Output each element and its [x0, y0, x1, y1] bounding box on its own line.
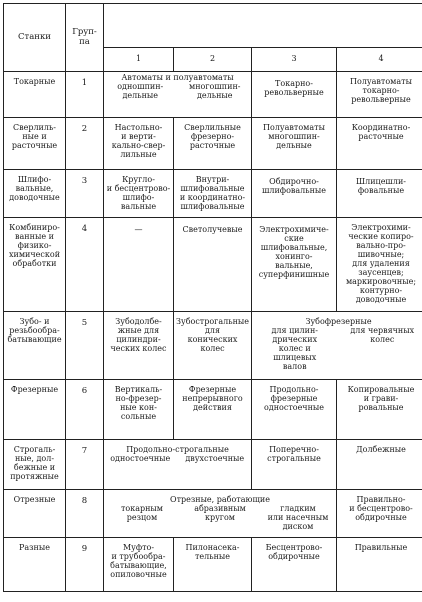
cell-span-title: Зубофрезерные	[305, 317, 372, 326]
cell-type-4: Копировальные и грави- ровальные	[337, 380, 422, 440]
cell-sub-b: многошпин- дельные	[188, 81, 241, 100]
table-row	[4, 312, 422, 380]
group-number: 7	[66, 440, 104, 490]
table-row	[4, 72, 422, 118]
machine-name: Отрезные	[4, 490, 66, 538]
cell-sub-b: для червячных колес	[350, 325, 415, 344]
cell-sub-a: токарным резцом	[120, 503, 164, 522]
machine-name: Токарные	[4, 72, 66, 118]
header-types-span	[104, 4, 422, 48]
cell-span-title: Продольно-строгальные	[126, 445, 229, 454]
machine-name: Фрезерные	[4, 380, 66, 440]
table-row	[4, 440, 422, 490]
cell-type-4: Электрохими- ческие копиро- вально-про- шивочные; для удаления заусенцев; маркировочные; контурно- доводочные	[337, 218, 422, 312]
cell-sub-a: одностоечные	[110, 453, 171, 463]
cell-type-1: Кругло- и бесцентрово- шлифо- вальные	[104, 170, 174, 218]
header-type-3: 3	[252, 48, 337, 72]
machine-name: Сверлиль- ные и расточные	[4, 118, 66, 170]
cell-span-title: Отрезные, работающие	[170, 495, 270, 504]
group-number: 8	[66, 490, 104, 538]
cell-sub-b: двухстоечные	[185, 453, 245, 463]
cell-type-3: Продольно- фрезерные одностоечные	[252, 380, 337, 440]
cell-type-1: Вертикаль- но-фрезер- ные кон- сольные	[104, 380, 174, 440]
group-number: 9	[66, 538, 104, 592]
cell-type-1: Зубодолбе- жные для цилиндри- ческих колес	[104, 312, 174, 380]
cell-type-2: Зубострогальные для конических колес	[174, 312, 252, 380]
table-row	[4, 118, 422, 170]
header-type-2: 2	[174, 48, 252, 72]
group-number: 4	[66, 218, 104, 312]
cell-type-2: Сверлильные фрезерно- расточные	[174, 118, 252, 170]
machine-classification-table	[3, 3, 422, 599]
cell-span-title: Автоматы и полуавтоматы	[121, 73, 234, 82]
cell-type-3: Обдирочно- шлифовальные	[252, 170, 337, 218]
group-number: 3	[66, 170, 104, 218]
group-number: 5	[66, 312, 104, 380]
header-machines: Станки	[4, 4, 66, 72]
group-number: 2	[66, 118, 104, 170]
cell-sub-b: абразивным кругом	[194, 503, 246, 522]
cell-type-3: Поперечно- строгальные	[252, 440, 337, 490]
table-row	[4, 490, 422, 538]
cell-type-2: Внутри- шлифовальные и координатно- шлифовальные	[174, 170, 252, 218]
cell-type-2: Пилонасека- тельные	[174, 538, 252, 592]
cell-type-1: Муфто- и трубообра- батывающие, опиловочные	[104, 538, 174, 592]
cell-type-1-2	[104, 72, 252, 118]
cell-type-1: —	[104, 218, 174, 312]
header-type-1: 1	[104, 48, 174, 72]
group-number: 6	[66, 380, 104, 440]
cell-type-4: Правильно- и бесцентрово- обдирочные	[337, 490, 422, 538]
cell-type-3: Токарно- револьверные	[252, 72, 337, 118]
machine-name: Зубо- и резьбообра- батывающие	[4, 312, 66, 380]
cell-type-3: Полуавтоматы многошпин- дельные	[252, 118, 337, 170]
table-row	[4, 170, 422, 218]
cell-type-2: Светолучевые	[174, 218, 252, 312]
header-row-top	[4, 4, 422, 48]
cell-type-2: Фрезерные непрерывного действия	[174, 380, 252, 440]
table-row	[4, 538, 422, 592]
cell-type-3: Бесцентрово- обдирочные	[252, 538, 337, 592]
cell-type-4: Правильные	[337, 538, 422, 592]
cell-type-4: Шлицешли- фовальные	[337, 170, 422, 218]
table-row	[4, 380, 422, 440]
cell-type-4: Долбежные	[337, 440, 422, 490]
header-group: Груп- па	[66, 4, 104, 72]
cell-type-1: Настольно- и верти- кально-свер- лильные	[104, 118, 174, 170]
machine-name: Строгаль- ные, дол- бежные и протяжные	[4, 440, 66, 490]
cell-type-1-3	[104, 490, 337, 538]
header-type-4: 4	[337, 48, 422, 72]
cell-type-4: Координатно- расточные	[337, 118, 422, 170]
cell-sub-a: для цилин- дрических колес и шлицевых валов	[271, 325, 319, 371]
cell-type-1-2	[104, 440, 252, 490]
cell-sub-c: гладким или насечным диском	[267, 503, 329, 531]
cell-type-3: Электрохимиче- ские шлифовальные, хонинго- вальные, суперфинишные	[252, 218, 337, 312]
cell-type-4: Полуавтоматы токарно- револьверные	[337, 72, 422, 118]
machine-name: Разные	[4, 538, 66, 592]
classification-grid	[3, 3, 422, 592]
cell-sub-a: одношпин- дельные	[117, 81, 164, 100]
table-row	[4, 218, 422, 312]
machine-name: Шлифо- вальные, доводочные	[4, 170, 66, 218]
machine-name: Комбиниро- ванные и физико- химической обработки	[4, 218, 66, 312]
group-number: 1	[66, 72, 104, 118]
cell-type-3-4	[252, 312, 422, 380]
